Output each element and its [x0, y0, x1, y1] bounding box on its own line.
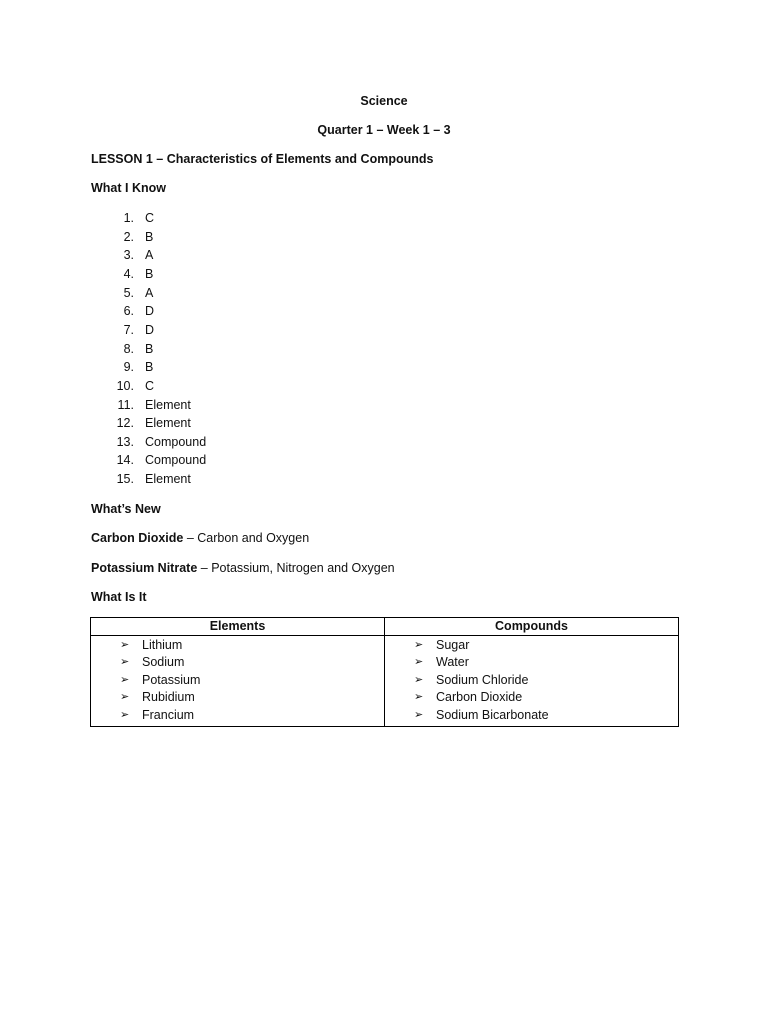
answer-number: 15. — [116, 472, 134, 487]
answer-number: 2. — [123, 229, 134, 244]
arrow-bullet-icon: ➢ — [414, 691, 424, 704]
element-name: Sodium — [142, 655, 185, 670]
arrow-bullet-icon: ➢ — [120, 673, 130, 686]
arrow-bullet-icon: ➢ — [414, 639, 424, 651]
what-is-it-heading: What Is It — [91, 590, 147, 604]
arrow-bullet-icon: ➢ — [414, 673, 424, 686]
answer-number: 8. — [123, 341, 134, 356]
answer-number: 9. — [123, 360, 134, 375]
subject-title: Science — [360, 94, 408, 108]
elements-list — [91, 637, 384, 724]
list-item — [91, 707, 384, 724]
list-item — [385, 654, 678, 671]
whats-new-item — [91, 531, 309, 545]
arrow-bullet-icon: ➢ — [120, 708, 130, 721]
whats-new-sep: – — [183, 531, 198, 545]
elements-header: Elements — [91, 618, 385, 636]
answer-number: 10. — [116, 378, 134, 393]
element-name: Lithium — [142, 638, 183, 652]
arrow-bullet-icon: ➢ — [120, 656, 130, 669]
answer-number: 14. — [116, 453, 134, 468]
compound-name: Sodium Chloride — [436, 672, 529, 687]
answer-number: 11. — [117, 397, 134, 412]
whats-new-term: Potassium Nitrate — [91, 561, 198, 575]
elements-cell — [91, 636, 385, 727]
whats-new-term: Carbon Dioxide — [91, 531, 184, 545]
element-name: Francium — [142, 707, 195, 722]
whats-new-detail: Carbon and Oxygen — [197, 531, 310, 545]
list-item — [91, 689, 384, 706]
compound-name: Carbon Dioxide — [436, 690, 523, 705]
element-name: Potassium — [142, 672, 201, 687]
answer-text: B — [145, 266, 154, 281]
whats-new-item — [91, 561, 395, 575]
period-subtitle: Quarter 1 – Week 1 – 3 — [317, 123, 451, 137]
lesson-title: LESSON 1 – Characteristics of Elements and Compounds — [91, 152, 434, 166]
arrow-bullet-icon: ➢ — [414, 708, 424, 721]
answer-number: 13. — [116, 434, 134, 449]
what-i-know-heading: What I Know — [91, 181, 166, 195]
elements-compounds-table — [90, 617, 679, 727]
answer-number: 4. — [123, 266, 134, 281]
answer-text: C — [145, 378, 155, 393]
answer-text: D — [145, 304, 155, 319]
answer-text: A — [145, 248, 154, 263]
compound-name: Water — [436, 655, 469, 670]
answer-text: Compound — [145, 434, 207, 449]
list-item — [91, 637, 384, 654]
answer-text: Element — [145, 472, 191, 487]
compound-name: Sugar — [436, 638, 470, 652]
whats-new-heading: What’s New — [91, 502, 161, 516]
table-header-row — [91, 618, 679, 636]
answer-number: 6. — [123, 304, 134, 319]
whats-new-detail: Potassium, Nitrogen and Oxygen — [211, 561, 395, 575]
answer-text: A — [145, 285, 154, 300]
answer-text: Compound — [145, 453, 207, 468]
answer-number: 5. — [123, 285, 134, 300]
list-item — [91, 672, 384, 689]
answer-number: 3. — [123, 248, 134, 263]
answer-number: 12. — [116, 416, 134, 431]
answer-text: B — [145, 360, 154, 375]
arrow-bullet-icon: ➢ — [120, 639, 130, 651]
table-row — [91, 636, 679, 727]
compounds-list — [385, 637, 678, 724]
compounds-cell — [385, 636, 679, 727]
answer-text: Element — [145, 416, 191, 431]
element-name: Rubidium — [142, 690, 195, 705]
compound-name: Sodium Bicarbonate — [436, 707, 549, 722]
arrow-bullet-icon: ➢ — [120, 691, 130, 704]
answer-text: D — [145, 322, 155, 337]
list-item — [91, 654, 384, 671]
answer-text: B — [145, 229, 154, 244]
list-item — [385, 637, 678, 654]
compounds-header: Compounds — [385, 618, 679, 636]
answer-text: Element — [145, 397, 191, 412]
list-item — [385, 672, 678, 689]
list-item — [385, 689, 678, 706]
whats-new-sep: – — [197, 561, 212, 575]
answer-number: 7. — [123, 322, 134, 337]
answer-number: 1. — [123, 211, 134, 225]
answer-text: C — [145, 211, 155, 225]
arrow-bullet-icon: ➢ — [414, 656, 424, 669]
answer-text: B — [145, 341, 154, 356]
list-item — [385, 707, 678, 724]
